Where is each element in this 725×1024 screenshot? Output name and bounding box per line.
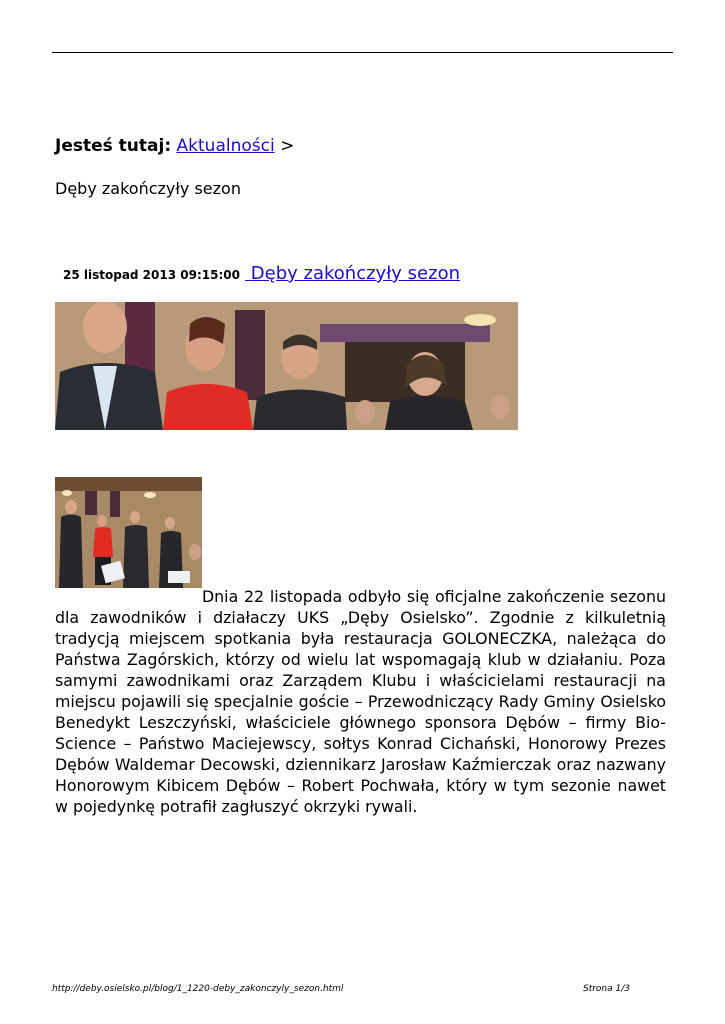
article-photo-main (55, 302, 518, 430)
article-title-text: Dęby zakończyły sezon (250, 263, 461, 284)
footer-page-number: Strona 1/3 (582, 984, 630, 994)
breadcrumb-link-aktualnosci[interactable]: Aktualności (176, 136, 275, 156)
footer-url: http://deby.osielsko.pl/blog/1_1220-deby_zakonczyly_sezon.html (52, 984, 344, 994)
header-rule (52, 52, 673, 53)
breadcrumb-separator: > (280, 136, 295, 156)
page-title: Dęby zakończyły sezon (55, 179, 241, 198)
breadcrumb-label: Jesteś tutaj: (55, 136, 172, 156)
breadcrumb (55, 135, 294, 157)
article-photo-small (55, 477, 202, 588)
photo-small-illustration (55, 477, 202, 588)
article-title-link[interactable] (245, 263, 460, 284)
photo-main-illustration (55, 302, 518, 430)
article-body: Dnia 22 listopada odbyło się oficjalne zakończenie sezonu dla zawodników i działaczy UKS „Dęby Osielsko”. Zgodnie z kilkuletnią tradycją miejscem spotkania była restauracja GOLONECZKA, należąca do Państwa Zagórskich, którzy od wielu lat wspomagają klub w działaniu. Poza samymi zawodnikami oraz Zarządem Klubu i właścicielami restauracji na miejscu pojawili się specjalnie goście – Przewodniczący Rady Gminy Osielsko Benedykt Leszczyński, właściciele głównego sponsora Dębów – firmy Bio-Science – Państwo Maciejewscy, sołtys Konrad Cichański, Honorowy Prezes Dębów Waldemar Decowski, dziennikarz Jarosław Kaźmierczak oraz nazwany Honorowym Kibicem Dębów – Robert Pochwała, który w tym sezonie nawet w pojedynkę potrafił zagłuszyć okrzyki rywali. (55, 587, 666, 816)
article-date: 25 listopad 2013 09:15:00 (63, 268, 240, 282)
article-meta (63, 263, 460, 284)
